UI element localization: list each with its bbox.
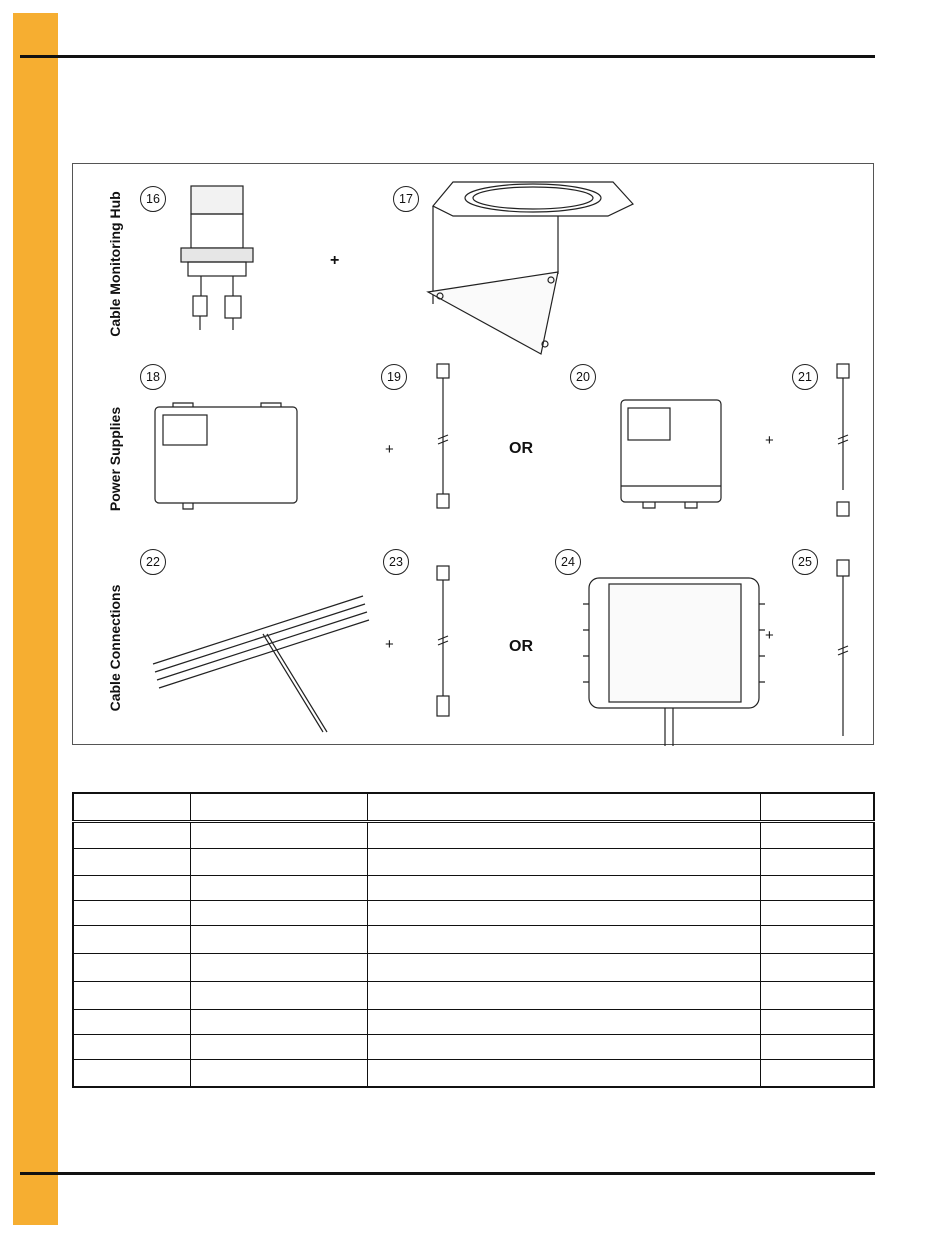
table-cell xyxy=(368,1010,761,1035)
plus-power-1: + xyxy=(385,441,394,458)
plus-power-2: + xyxy=(765,432,774,449)
power-supply-cable-alt-drawing xyxy=(837,364,849,516)
table-cell xyxy=(368,876,761,901)
table-row xyxy=(73,901,874,926)
table-cell xyxy=(73,876,191,901)
table-row xyxy=(73,1060,874,1087)
table-cell xyxy=(73,1010,191,1035)
table-cell xyxy=(761,849,874,876)
table-cell xyxy=(368,1060,761,1087)
table-row xyxy=(73,822,874,849)
sensor-lead-cable-drawing xyxy=(837,560,849,736)
item-number-24: 24 xyxy=(555,549,581,575)
table-cell xyxy=(761,822,874,849)
or-connections: OR xyxy=(509,638,533,655)
table-cell xyxy=(73,982,191,1010)
table-cell xyxy=(191,849,368,876)
column-header xyxy=(368,793,761,822)
table-header-row xyxy=(73,793,874,822)
table-cell xyxy=(191,901,368,926)
item-number-17: 17 xyxy=(393,186,419,212)
table-cell xyxy=(368,982,761,1010)
table-cell xyxy=(761,982,874,1010)
table-cell xyxy=(73,1035,191,1060)
parts-illustration xyxy=(73,164,875,746)
plus-connections-1: + xyxy=(385,636,394,653)
item-number-21: 21 xyxy=(792,364,818,390)
power-supply-cable-drawing xyxy=(437,364,449,508)
power-supply-small-drawing xyxy=(621,400,721,508)
table-cell xyxy=(191,876,368,901)
row-label-hub: Cable Monitoring Hub xyxy=(107,191,123,337)
table-cell xyxy=(761,876,874,901)
table-cell xyxy=(191,1035,368,1060)
table-cell xyxy=(368,849,761,876)
item-number-16: 16 xyxy=(140,186,166,212)
item-number-22: 22 xyxy=(140,549,166,575)
table-cell xyxy=(191,1010,368,1035)
table-cell xyxy=(191,822,368,849)
table-cell xyxy=(191,926,368,954)
table-cell xyxy=(761,901,874,926)
junction-box-drawing xyxy=(583,578,765,746)
table-cell xyxy=(73,901,191,926)
table-row xyxy=(73,954,874,982)
item-number-18: 18 xyxy=(140,364,166,390)
table-cell xyxy=(761,1035,874,1060)
table-cell xyxy=(368,901,761,926)
table-cell xyxy=(73,849,191,876)
column-header xyxy=(761,793,874,822)
table-cell xyxy=(761,1060,874,1087)
table-cell xyxy=(191,1060,368,1087)
table-cell xyxy=(368,954,761,982)
table-row xyxy=(73,1035,874,1060)
plus-hub: + xyxy=(330,252,340,269)
parts-list-table xyxy=(72,792,875,1088)
plus-connections-2: + xyxy=(765,627,774,644)
item-number-25: 25 xyxy=(792,549,818,575)
table-cell xyxy=(761,926,874,954)
cable-splice-harness-drawing xyxy=(153,596,369,732)
table-cell xyxy=(191,982,368,1010)
table-row xyxy=(73,849,874,876)
table-cell xyxy=(368,926,761,954)
table-row xyxy=(73,926,874,954)
column-header xyxy=(73,793,191,822)
item-number-19: 19 xyxy=(381,364,407,390)
table-cell xyxy=(73,822,191,849)
connection-cable-drawing xyxy=(437,566,449,716)
cable-monitoring-hub-drawing xyxy=(181,186,253,330)
hub-mounting-bracket-drawing xyxy=(428,182,633,354)
table-cell xyxy=(73,954,191,982)
row-label-connections: Cable Connections xyxy=(107,584,123,712)
item-number-23: 23 xyxy=(383,549,409,575)
or-power: OR xyxy=(509,440,533,457)
table-row xyxy=(73,1010,874,1035)
power-supply-large-drawing xyxy=(155,403,297,509)
table-cell xyxy=(368,1035,761,1060)
table-cell xyxy=(761,954,874,982)
footer-rule xyxy=(20,1172,875,1175)
row-label-power: Power Supplies xyxy=(107,406,123,512)
table-cell xyxy=(73,926,191,954)
table-cell xyxy=(761,1010,874,1035)
parts-figure xyxy=(72,163,874,745)
table-row xyxy=(73,982,874,1010)
table-cell xyxy=(191,954,368,982)
table-cell xyxy=(368,822,761,849)
table-cell xyxy=(73,1060,191,1087)
header-rule xyxy=(20,55,875,58)
side-color-stripe xyxy=(13,13,58,1225)
column-header xyxy=(191,793,368,822)
item-number-20: 20 xyxy=(570,364,596,390)
table-row xyxy=(73,876,874,901)
